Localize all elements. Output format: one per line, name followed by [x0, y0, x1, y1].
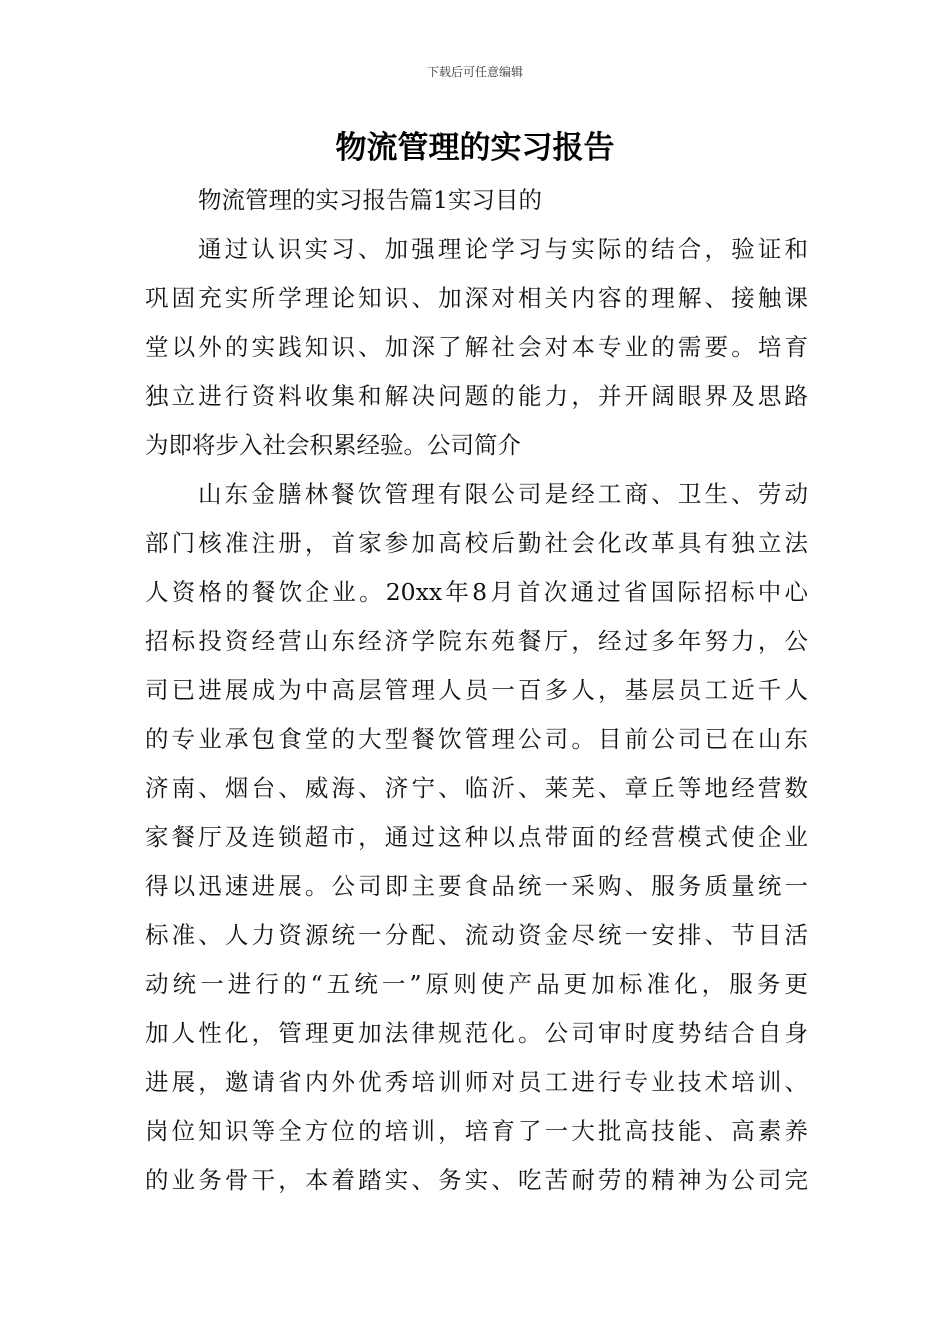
paragraph-line: 进展，邀请省内外优秀培训师对员工进行专业技术培训、	[145, 1068, 808, 1096]
paragraph-line: 得以迅速进展。公司即主要食品统一采购、服务质量统一	[145, 872, 808, 900]
document-title: 物流管理的实习报告	[335, 130, 615, 166]
paragraph-line: 标准、人力资源统一分配、流动资金尽统一安排、节目活	[145, 921, 808, 949]
paragraph-line: 司已进展成为中高层管理人员一百多人，基层员工近千人	[145, 676, 808, 704]
body-text	[145, 176, 808, 1205]
paragraph-line: 加人性化，管理更加法律规范化。公司审时度势结合自身	[145, 1019, 808, 1047]
paragraph-line: 通过认识实习、加强理论学习与实际的结合，验证和	[198, 235, 808, 263]
paragraph-line: 部门核准注册，首家参加高校后勤社会化改革具有独立法	[145, 529, 808, 557]
paragraph-line: 巩固充实所学理论知识、加深对相关内容的理解、接触课	[145, 284, 808, 312]
paragraph-line: 堂以外的实践知识、加深了解社会对本专业的需要。培育	[145, 333, 808, 361]
paragraph-line: 动统一进行的“五统一”原则使产品更加标准化，服务更	[145, 970, 808, 998]
header-note: 下载后可任意编辑	[426, 65, 523, 79]
paragraph-line: 家餐厅及连锁超市，通过这种以点带面的经营模式使企业	[145, 823, 808, 851]
paragraph-line: 招标投资经营山东经济学院东苑餐厅，经过多年努力，公	[145, 627, 808, 655]
paragraph-line: 独立进行资料收集和解决问题的能力，并开阔眼界及思路	[145, 382, 808, 410]
paragraph-line: 岗位知识等全方位的培训，培育了一大批高技能、高素养	[145, 1117, 808, 1145]
paragraph-line: 的业务骨干，本着踏实、务实、吃苦耐劳的精神为公司完	[145, 1166, 808, 1194]
paragraph-line: 山东金膳林餐饮管理有限公司是经工商、卫生、劳动	[198, 480, 808, 508]
section-heading: 物流管理的实习报告篇1实习目的	[198, 186, 542, 214]
paragraph-line: 为即将步入社会积累经验。公司简介	[145, 431, 521, 459]
paragraph-line: 人资格的餐饮企业。20xx年8月首次通过省国际招标中心	[145, 578, 808, 606]
paragraph-line: 的专业承包食堂的大型餐饮管理公司。目前公司已在山东	[145, 725, 808, 753]
paragraph-line: 济南、烟台、威海、济宁、临沂、莱芜、章丘等地经营数	[145, 774, 808, 802]
